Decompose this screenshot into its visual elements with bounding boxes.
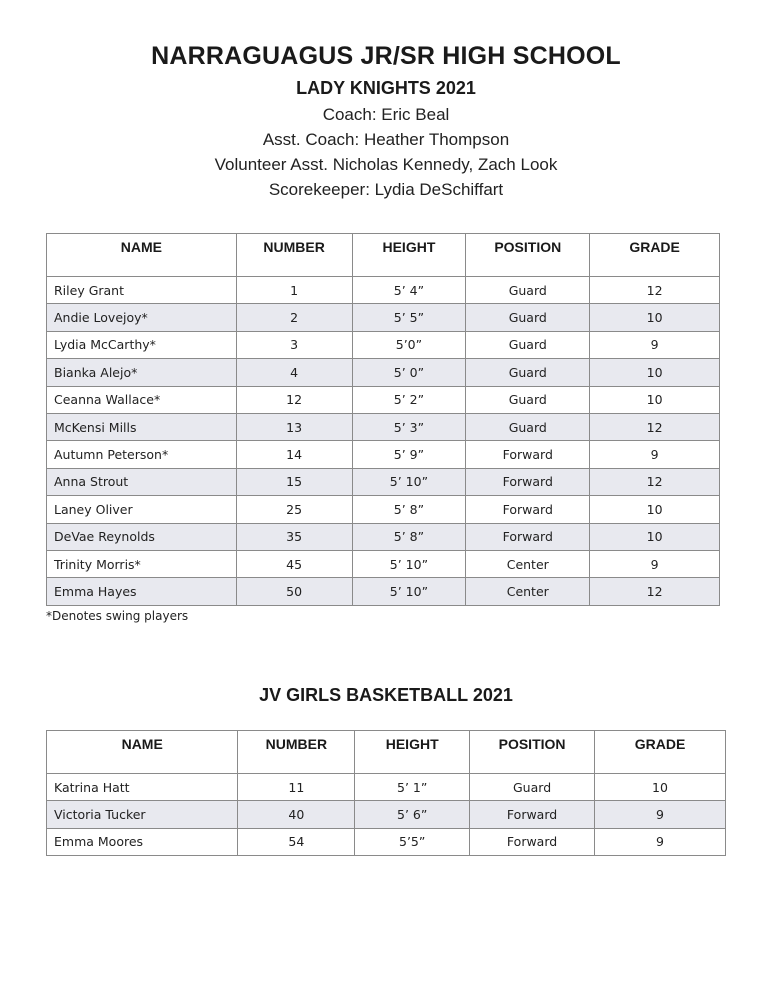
varsity-roster-table [46,233,720,606]
player-number-cell: 12 [236,386,352,413]
player-name-cell: Lydia McCarthy* [47,331,237,358]
player-height-cell: 5’ 10” [352,578,466,605]
player-height-cell: 5’ 2” [352,386,466,413]
player-grade-cell: 9 [590,331,720,358]
column-header-position: POSITION [466,234,590,277]
player-position-cell: Guard [466,359,590,386]
player-position-cell: Forward [466,468,590,495]
player-height-cell: 5’ 8” [352,523,466,550]
player-name-cell: Riley Grant [47,277,237,304]
player-height-cell: 5’ 4” [352,277,466,304]
player-height-cell: 5’5” [355,828,470,855]
player-number-cell: 13 [236,413,352,440]
player-grade-cell: 12 [590,468,720,495]
player-grade-cell: 10 [590,359,720,386]
player-position-cell: Forward [470,801,595,828]
player-grade-cell: 9 [595,828,726,855]
column-header-grade: GRADE [595,731,726,774]
player-grade-cell: 10 [590,386,720,413]
player-grade-cell: 12 [590,578,720,605]
volunteer-line: Volunteer Asst. Nicholas Kennedy, Zach Look [214,155,558,174]
table-row [47,386,720,413]
swing-players-footnote: *Denotes swing players [46,609,189,623]
table-row [47,441,720,468]
player-height-cell: 5’ 3” [352,413,466,440]
column-header-position: POSITION [470,731,595,774]
column-header-number: NUMBER [236,234,352,277]
table-header-row [47,234,720,277]
table-row [47,523,720,550]
player-height-cell: 5’ 6” [355,801,470,828]
jv-roster-table [46,730,726,856]
table-row [47,828,726,855]
player-name-cell: Emma Hayes [47,578,237,605]
table-row [47,774,726,801]
player-height-cell: 5’ 8” [352,496,466,523]
jv-title: JV GIRLS BASKETBALL 2021 [259,685,513,705]
player-number-cell: 45 [236,550,352,577]
player-height-cell: 5’ 10” [352,550,466,577]
player-number-cell: 4 [236,359,352,386]
table-row [47,359,720,386]
player-name-cell: Laney Oliver [47,496,237,523]
player-name-cell: DeVae Reynolds [47,523,237,550]
player-height-cell: 5’ 5” [352,304,466,331]
table-row [47,331,720,358]
player-position-cell: Forward [470,828,595,855]
player-number-cell: 35 [236,523,352,550]
player-name-cell: Anna Strout [47,468,237,495]
player-number-cell: 25 [236,496,352,523]
player-height-cell: 5’0” [352,331,466,358]
column-header-name: NAME [47,731,238,774]
player-number-cell: 3 [236,331,352,358]
table-row [47,496,720,523]
player-height-cell: 5’ 9” [352,441,466,468]
player-grade-cell: 10 [595,774,726,801]
player-number-cell: 1 [236,277,352,304]
player-number-cell: 15 [236,468,352,495]
table-row [47,277,720,304]
player-height-cell: 5’ 0” [352,359,466,386]
table-row [47,550,720,577]
player-name-cell: Trinity Morris* [47,550,237,577]
player-position-cell: Center [466,550,590,577]
player-position-cell: Guard [466,277,590,304]
table-row [47,801,726,828]
player-number-cell: 11 [238,774,355,801]
asst-coach-line: Asst. Coach: Heather Thompson [262,130,510,149]
column-header-number: NUMBER [238,731,355,774]
player-name-cell: Autumn Peterson* [47,441,237,468]
school-title: NARRAGUAGUS JR/SR HIGH SCHOOL [151,42,621,70]
player-height-cell: 5’ 1” [355,774,470,801]
column-header-height: HEIGHT [355,731,470,774]
player-grade-cell: 10 [590,523,720,550]
table-header-row [47,731,726,774]
player-grade-cell: 9 [590,550,720,577]
player-position-cell: Guard [466,331,590,358]
player-height-cell: 5’ 10” [352,468,466,495]
player-name-cell: Bianka Alejo* [47,359,237,386]
table-row [47,578,720,605]
player-number-cell: 2 [236,304,352,331]
player-position-cell: Guard [466,413,590,440]
column-header-grade: GRADE [590,234,720,277]
player-name-cell: Emma Moores [47,828,238,855]
player-number-cell: 54 [238,828,355,855]
player-position-cell: Forward [466,441,590,468]
table-row [47,413,720,440]
player-grade-cell: 12 [590,277,720,304]
table-row [47,468,720,495]
player-name-cell: Victoria Tucker [47,801,238,828]
player-number-cell: 14 [236,441,352,468]
table-row [47,304,720,331]
player-grade-cell: 10 [590,496,720,523]
player-number-cell: 50 [236,578,352,605]
player-name-cell: Andie Lovejoy* [47,304,237,331]
player-name-cell: Ceanna Wallace* [47,386,237,413]
player-position-cell: Guard [470,774,595,801]
player-grade-cell: 10 [590,304,720,331]
team-title: LADY KNIGHTS 2021 [296,78,476,98]
player-grade-cell: 9 [590,441,720,468]
player-position-cell: Forward [466,496,590,523]
coach-line: Coach: Eric Beal [322,105,450,124]
player-grade-cell: 12 [590,413,720,440]
player-number-cell: 40 [238,801,355,828]
player-position-cell: Guard [466,386,590,413]
player-grade-cell: 9 [595,801,726,828]
player-position-cell: Guard [466,304,590,331]
scorekeeper-line: Scorekeeper: Lydia DeSchiffart [268,180,504,199]
player-position-cell: Forward [466,523,590,550]
player-position-cell: Center [466,578,590,605]
player-name-cell: Katrina Hatt [47,774,238,801]
column-header-height: HEIGHT [352,234,466,277]
column-header-name: NAME [47,234,237,277]
player-name-cell: McKensi Mills [47,413,237,440]
